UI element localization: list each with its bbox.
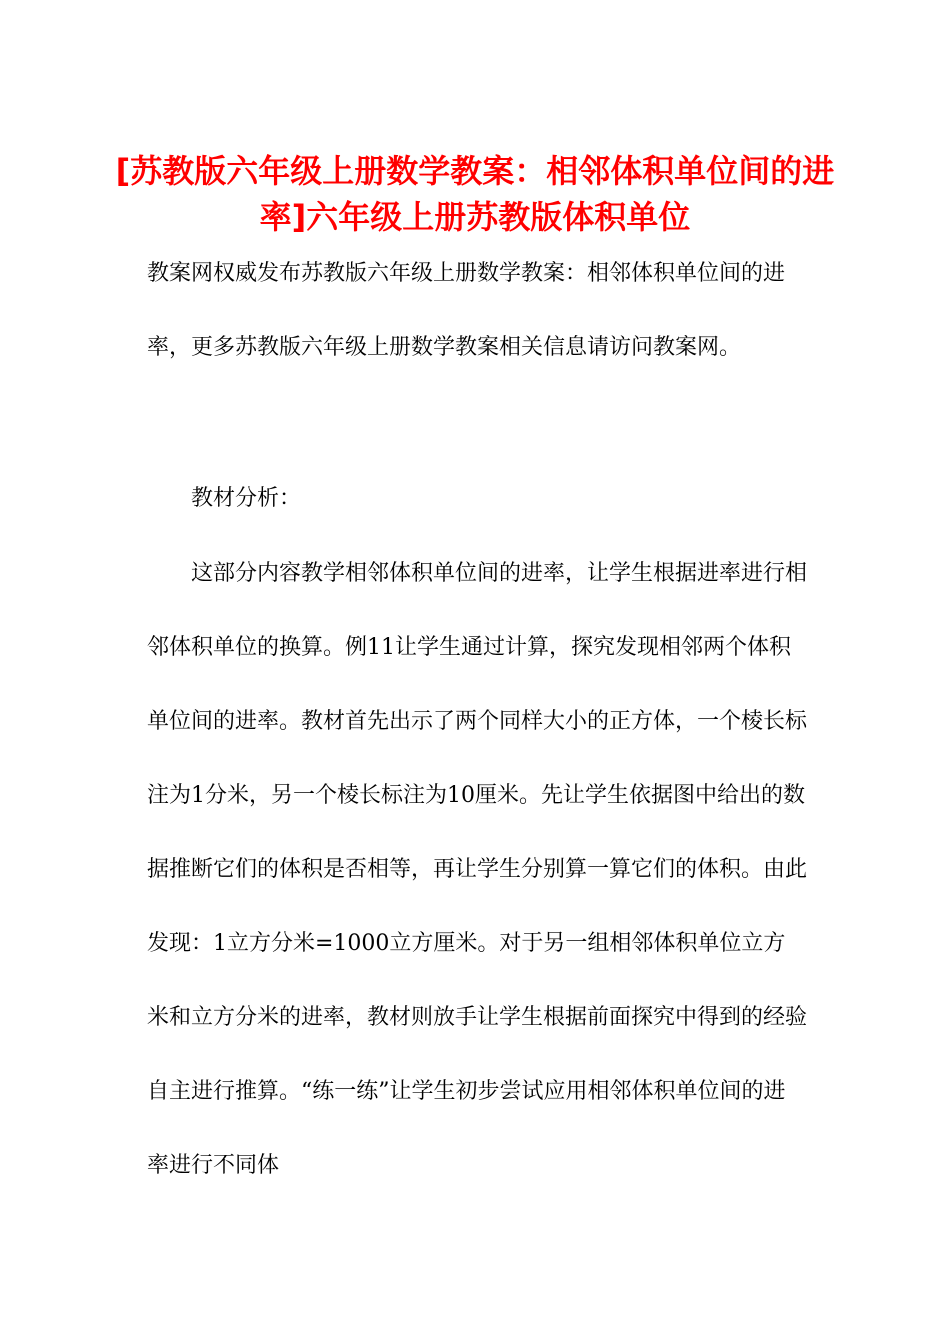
intro-paragraph: 教案网权威发布苏教版六年级上册数学教案：相邻体积单位间的进率，更多苏教版六年级上册数学教案相关信息请访问教案网。 — [147, 261, 786, 360]
section-heading: 教材分析： — [191, 486, 302, 511]
document-title: [苏教版六年级上册数学教案：相邻体积单位间的进率]六年级上册苏教版体积单位 — [115, 152, 835, 236]
analysis-paragraph: 这部分内容教学相邻体积单位间的进率，让学生根据进率进行相邻体积单位的换算。例11让学生通过计算，探究发现相邻两个体积单位间的进率。教材首先出示了两个同样大小的正方体，一个棱长标注为1分米，另一个棱长标注为10厘米。先让学生依据图中给出的数据推断它们的体积是否相等，再让学生分别算一算它们的体积。由此发现：1立方分米=1000立方厘米。对于另一组相邻体积单位立方米和立方分米的进率，教材则放手让学生根据前面探究中得到的经验自主进行推算。“练一练”让学生初步尝试应用相邻体积单位间的进率进行不同体 — [147, 561, 808, 1178]
